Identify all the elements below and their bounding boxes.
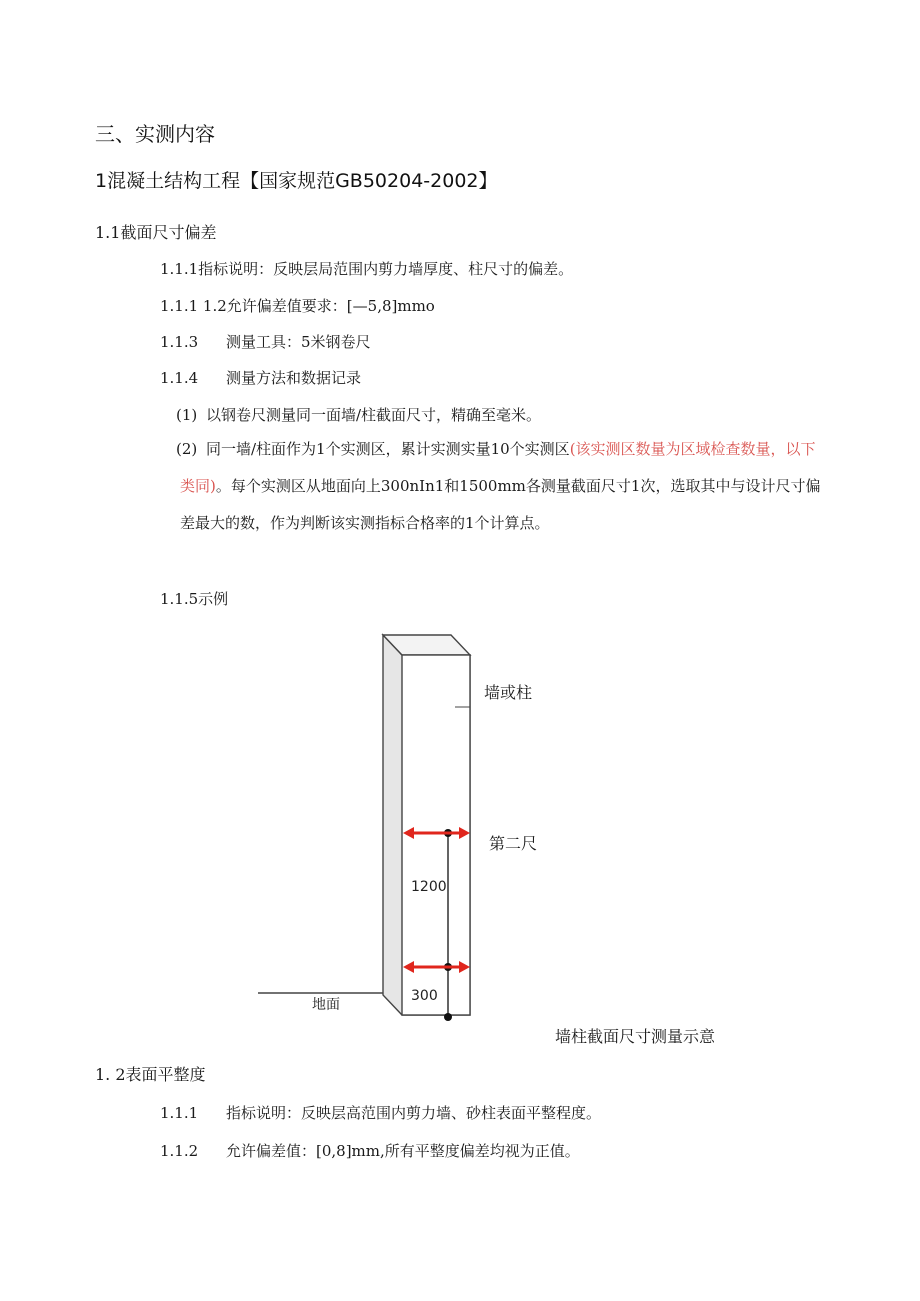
item-1-2-2 <box>160 1140 580 1161</box>
item-number: 1.1.1 <box>160 1104 199 1122</box>
item-number: 1.1.1 1.2 <box>160 297 227 315</box>
section-heading: 三、实测内容 <box>95 122 215 146</box>
measure-point-ground <box>444 1013 452 1021</box>
label-wall-or-column: 墙或柱 <box>484 683 533 702</box>
heading-1-1: 1.1截面尺寸偏差 <box>95 223 217 242</box>
paragraph-1 <box>176 404 541 425</box>
item-text: 示例 <box>198 590 229 608</box>
item-1-1-5 <box>160 588 228 609</box>
item-1-1-3 <box>160 331 371 352</box>
heading-1-2: 1. 2表面平整度 <box>95 1065 206 1084</box>
item-1-1-2 <box>160 295 435 316</box>
item-1-1-4 <box>160 367 361 388</box>
subsection-heading: 1混凝土结构工程【国家规范GB50204-2002】 <box>95 170 498 192</box>
figure-caption: 墙柱截面尺寸测量示意 <box>555 1027 716 1046</box>
item-number: 1.1.4 <box>160 369 199 387</box>
paragraph-text-b: 。每个实测区从地面向上300nIn1和1500mm各测量截面尺寸1次，选取其中与设计尺寸偏差最大的数，作为判断该实测指标合格率的1个计算点。 <box>180 477 821 532</box>
item-number: 1.1.1 <box>160 260 199 278</box>
item-text: 测量工具：5米钢卷尺 <box>226 333 371 351</box>
item-text: 指标说明：反映层高范围内剪力墙、砂柱表面平整程度。 <box>226 1104 602 1122</box>
label-1200: 1200 <box>411 879 447 895</box>
paragraph-text-note: (该实测区数量为区域检查数量，以下类同) <box>180 440 816 495</box>
paragraph-2 <box>176 431 830 542</box>
item-text: 指标说明：反映层局范围内剪力墙厚度、柱尺寸的偏差。 <box>198 260 574 278</box>
item-text: 允许偏差值：[0,8]mm,所有平整度偏差均视为正值。 <box>226 1142 580 1160</box>
item-1-1-1 <box>160 258 573 279</box>
item-text: 允许偏差值要求：[—5,8]mmo <box>226 297 435 315</box>
paragraph-number: (2) <box>176 440 198 458</box>
label-ground: 地面 <box>312 997 340 1013</box>
label-second-measure: 第二尺 <box>489 834 538 853</box>
paragraph-text-a: 同一墙/柱面作为1个实测区，累计实测实量10个实测区 <box>206 440 570 458</box>
label-300: 300 <box>411 988 438 1004</box>
item-number: 1.1.5 <box>160 590 199 608</box>
item-text: 测量方法和数据记录 <box>226 369 362 387</box>
item-number: 1.1.2 <box>160 1142 199 1160</box>
item-1-2-1 <box>160 1102 601 1123</box>
paragraph-number: (1) <box>176 406 198 424</box>
paragraph-text: 以钢卷尺测量同一面墙/柱截面尺寸，精确至毫米。 <box>206 406 542 424</box>
item-number: 1.1.3 <box>160 333 199 351</box>
